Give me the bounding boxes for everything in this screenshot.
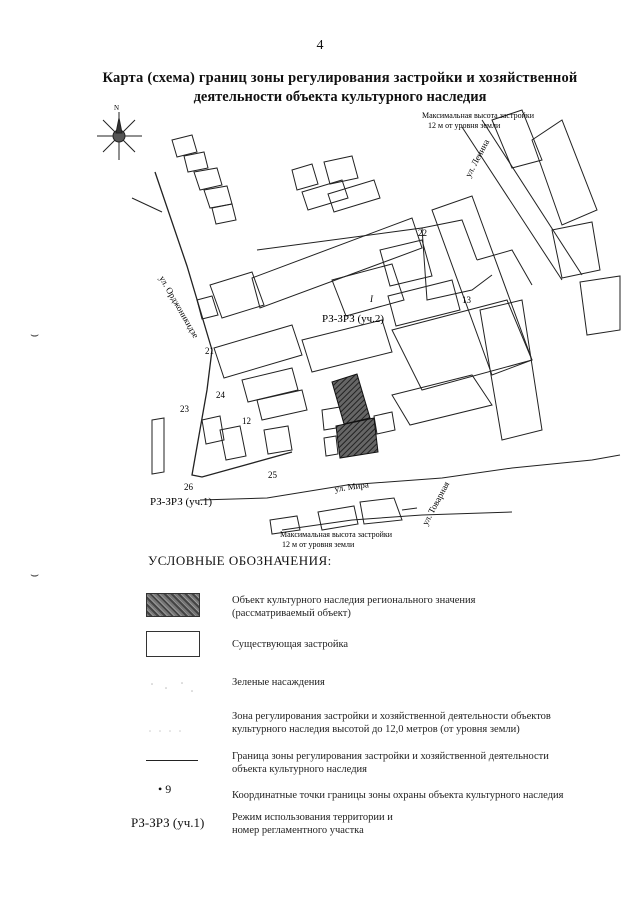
point-25: 25 [268,470,277,480]
legend-zone-line-1: Зона регулирования застройки и хозяйственной деятельности объектов [232,711,551,722]
legend-points-text: Координатные точки границы зоны охраны объекта культурного наследия [232,790,564,801]
point-12: 12 [242,416,251,426]
zone-label-1: РЗ-ЗРЗ (уч.1) [150,496,213,508]
legend-point-symbol: • 9 [158,782,172,796]
north-label: N [114,104,120,112]
street-lenina: ул. Ленина [462,137,492,179]
point-21: 21 [205,346,214,356]
binding-mark-bottom: ⌣ [30,568,40,583]
zone-map [92,100,622,555]
street-mira: ул. Мира [333,479,370,494]
point-23: 23 [180,404,189,414]
heritage-object-north [332,374,370,424]
height-note-top-line-1: Максимальная высота застройки [422,111,535,120]
legend-heritage-line-2: (рассматриваемый объект) [232,608,351,619]
height-note-top-line-2: 12 м от уровня земли [428,121,501,130]
street-tovarnaya: ул. Товарная [419,479,452,527]
zone-roman-numeral: I [370,294,373,304]
height-note-bottom-line-2: 12 м от уровня земли [282,540,355,549]
legend-border-line-1: Граница зоны регулирования застройки и хозяйственной деятельности [232,751,549,762]
legend-building-text: Существующая застройка [232,639,349,650]
point-24: 24 [216,390,225,400]
legend-green-swatch [146,678,198,696]
compass-rose-icon [97,112,142,160]
legend-building-swatch [146,631,200,657]
page-number: 4 [316,38,324,53]
legend-border-line-2: объекта культурного наследия [232,764,367,775]
legend-zone-line-2: культурного наследия высотой до 12,0 метров (от уровня земли) [232,724,520,735]
legend-mode-line-1: Режим использования территории и [232,812,393,823]
legend-title: УСЛОВНЫЕ ОБОЗНАЧЕНИЯ: [148,553,332,568]
legend-green-text: Зеленые насаждения [232,677,325,688]
point-13: 13 [462,295,471,305]
point-26: 26 [184,482,193,492]
legend-heritage-object-swatch [146,593,200,617]
legend-mode-symbol: РЗ-ЗРЗ (уч.1) [131,815,205,830]
heritage-object-south [336,418,378,458]
map-title-line-1: Карта (схема) границ зоны регулирования застройки и хозяйственной [102,70,578,86]
zone-label-2: РЗ-ЗРЗ (уч.2) [322,313,385,325]
legend-border-line [146,760,198,761]
map-title-line-2: деятельности объекта культурного наследия [193,89,487,105]
legend-mode-line-2: номер регламентного участка [232,825,364,836]
point-22: 22 [418,228,427,238]
legend-heritage-line-1: Объект культурного наследия регионального значения [232,595,476,606]
legend-zone-swatch [146,717,198,735]
street-ordzhonikidze: ул. Орджоникидзе [157,274,201,340]
height-note-bottom-line-1: Максимальная высота застройки [280,530,393,539]
binding-mark-top: ⌣ [30,328,40,343]
